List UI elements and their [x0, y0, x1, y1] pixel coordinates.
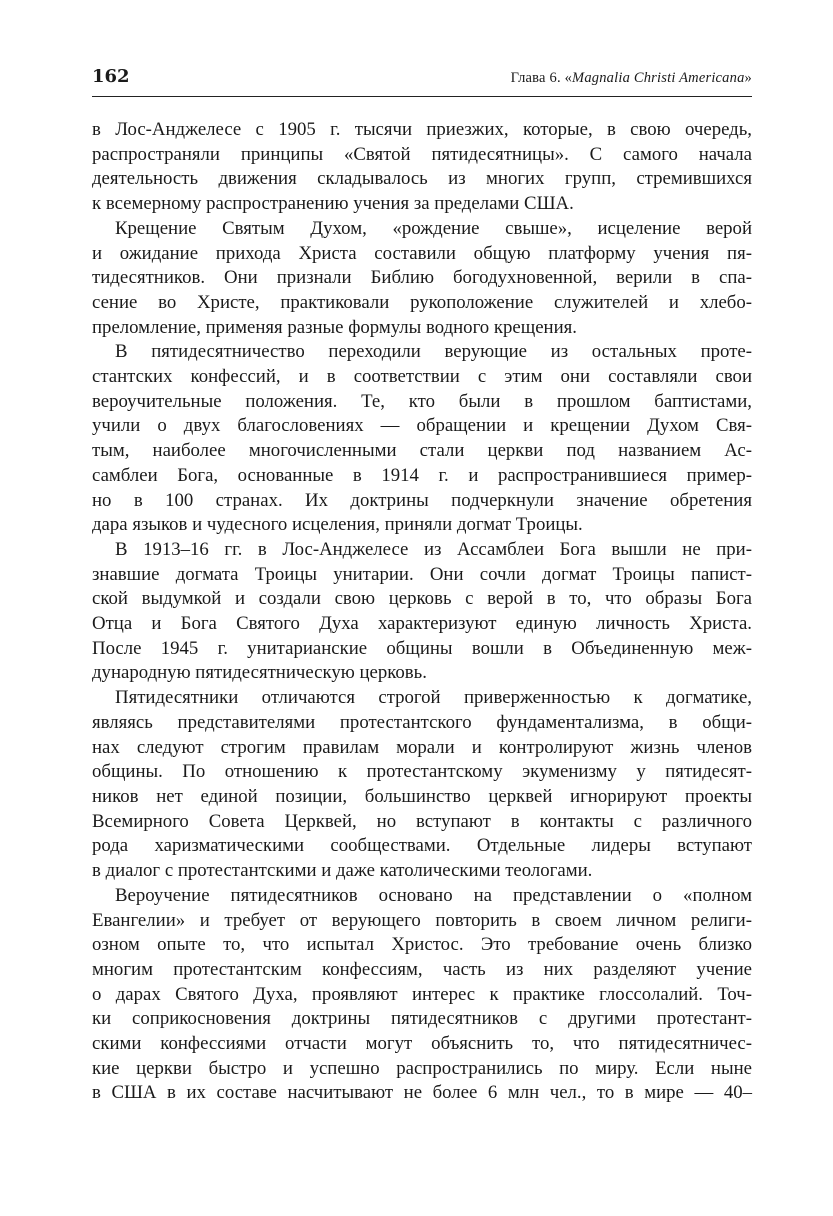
text-line: и ожидание прихода Христа составили общую платформу учения пя- [92, 242, 752, 264]
text-line: Отца и Бога Святого Духа характеризуют единую личность Христа. [92, 613, 752, 635]
text-line: кие церкви быстро и успешно распространились по миру. Если ныне [92, 1057, 752, 1079]
text-line: в США в их составе насчитывают не более 6 млн чел., то в мире — 40– [92, 1082, 752, 1104]
text-line: скими конфессиями отчасти могут объяснить то, что пятидесятничес- [92, 1033, 752, 1055]
text-line: Пятидесятники отличаются строгой приверженностью к догматике, [115, 687, 752, 709]
text-line: являясь представителями протестантского фундаментализма, в общи- [92, 711, 752, 733]
text-line: преломление, применяя разные формулы водного крещения. [92, 316, 577, 338]
text-line: тидесятников. Они признали Библию богодухновенной, верили в спа- [92, 267, 752, 289]
text-line: в диалог с протестантскими и даже католическими теологами. [92, 860, 593, 882]
paragraph [92, 118, 752, 217]
text-line: нах следуют строгим правилам морали и контролируют жизнь членов [92, 736, 752, 758]
text-line: распространяли принципы «Святой пятидесятницы». С самого начала [92, 143, 752, 165]
text-line: но в 100 странах. Их доктрины подчеркнули значение обретения [92, 489, 752, 511]
text-line: дара языков и чудесного исцеления, приняли догмат Троицы. [92, 514, 583, 536]
text-line: Крещение Святым Духом, «рождение свыше», исцеление верой [115, 217, 752, 239]
text-line: знавшие догмата Троицы унитарии. Они сочли догмат Троицы папист- [92, 563, 752, 585]
page-number: 162 [92, 66, 130, 87]
text-line: дународную пятидесятническую церковь. [92, 662, 427, 684]
text-line: общины. По отношению к протестантскому экуменизму у пятидесят- [92, 761, 752, 783]
text-line: тым, наиболее многочисленными стали церкви под названием Ас- [92, 440, 752, 462]
text-line: стантских конфессий, и в соответствии с этим они составляли свои [92, 366, 752, 388]
chapter-title [511, 70, 752, 87]
paragraph [92, 686, 752, 884]
text-line: После 1945 г. унитарианские общины вошли в Объединенную меж- [92, 637, 752, 659]
text-line: рода харизматическими сообществами. Отдельные лидеры вступают [92, 835, 752, 857]
running-header [92, 66, 752, 97]
text-line: Вероучение пятидесятников основано на представлении о «полном [115, 884, 752, 906]
text-line: деятельность движения складывалось из многих групп, стремившихся [92, 168, 752, 190]
chapter-title-suffix: » [744, 70, 752, 86]
chapter-title-prefix: Глава 6. « [510, 70, 573, 86]
text-line: учили о двух благословениях — обращении и крещении Духом Свя- [92, 415, 752, 437]
text-line: к всемерному распространению учения за пределами США. [92, 193, 574, 215]
body-text [92, 118, 752, 1106]
book-page [92, 66, 752, 1106]
text-line: многим протестантским конфессиям, часть из них разделяют учение [92, 958, 752, 980]
text-line: В 1913–16 гг. в Лос-Анджелесе из Ассамблеи Бога вышли не при- [115, 538, 752, 560]
text-line: ской выдумкой и создали свою церковь с верой в то, что образы Бога [92, 588, 752, 610]
text-line: озном опыте то, что испытал Христос. Это требование очень близко [92, 934, 752, 956]
text-line: сение во Христе, практиковали рукоположение служителей и хлебо- [92, 291, 752, 313]
chapter-title-latin: Magnalia Christi Americana [572, 70, 745, 86]
text-line: о дарах Святого Духа, проявляют интерес к практике глоссолалий. Точ- [92, 983, 752, 1005]
text-line: Евангелии» и требует от верующего повторить в своем личном религи- [92, 909, 752, 931]
text-line: вероучительные положения. Те, кто были в прошлом баптистами, [92, 390, 752, 412]
paragraph [92, 538, 752, 686]
paragraph [92, 884, 752, 1106]
text-line: В пятидесятничество переходили верующие из остальных проте- [115, 341, 752, 363]
text-line: ки соприкосновения доктрины пятидесятников с другими протестант- [92, 1008, 752, 1030]
paragraph [92, 217, 752, 341]
text-line: Всемирного Совета Церквей, но вступают в контакты с различного [92, 810, 752, 832]
text-line: самблеи Бога, основанные в 1914 г. и распространившиеся пример- [92, 464, 752, 486]
text-line: ников нет единой позиции, большинство церквей игнорируют проекты [92, 785, 752, 807]
paragraph [92, 340, 752, 538]
text-line: в Лос-Анджелесе с 1905 г. тысячи приезжих, которые, в свою очередь, [92, 119, 752, 140]
